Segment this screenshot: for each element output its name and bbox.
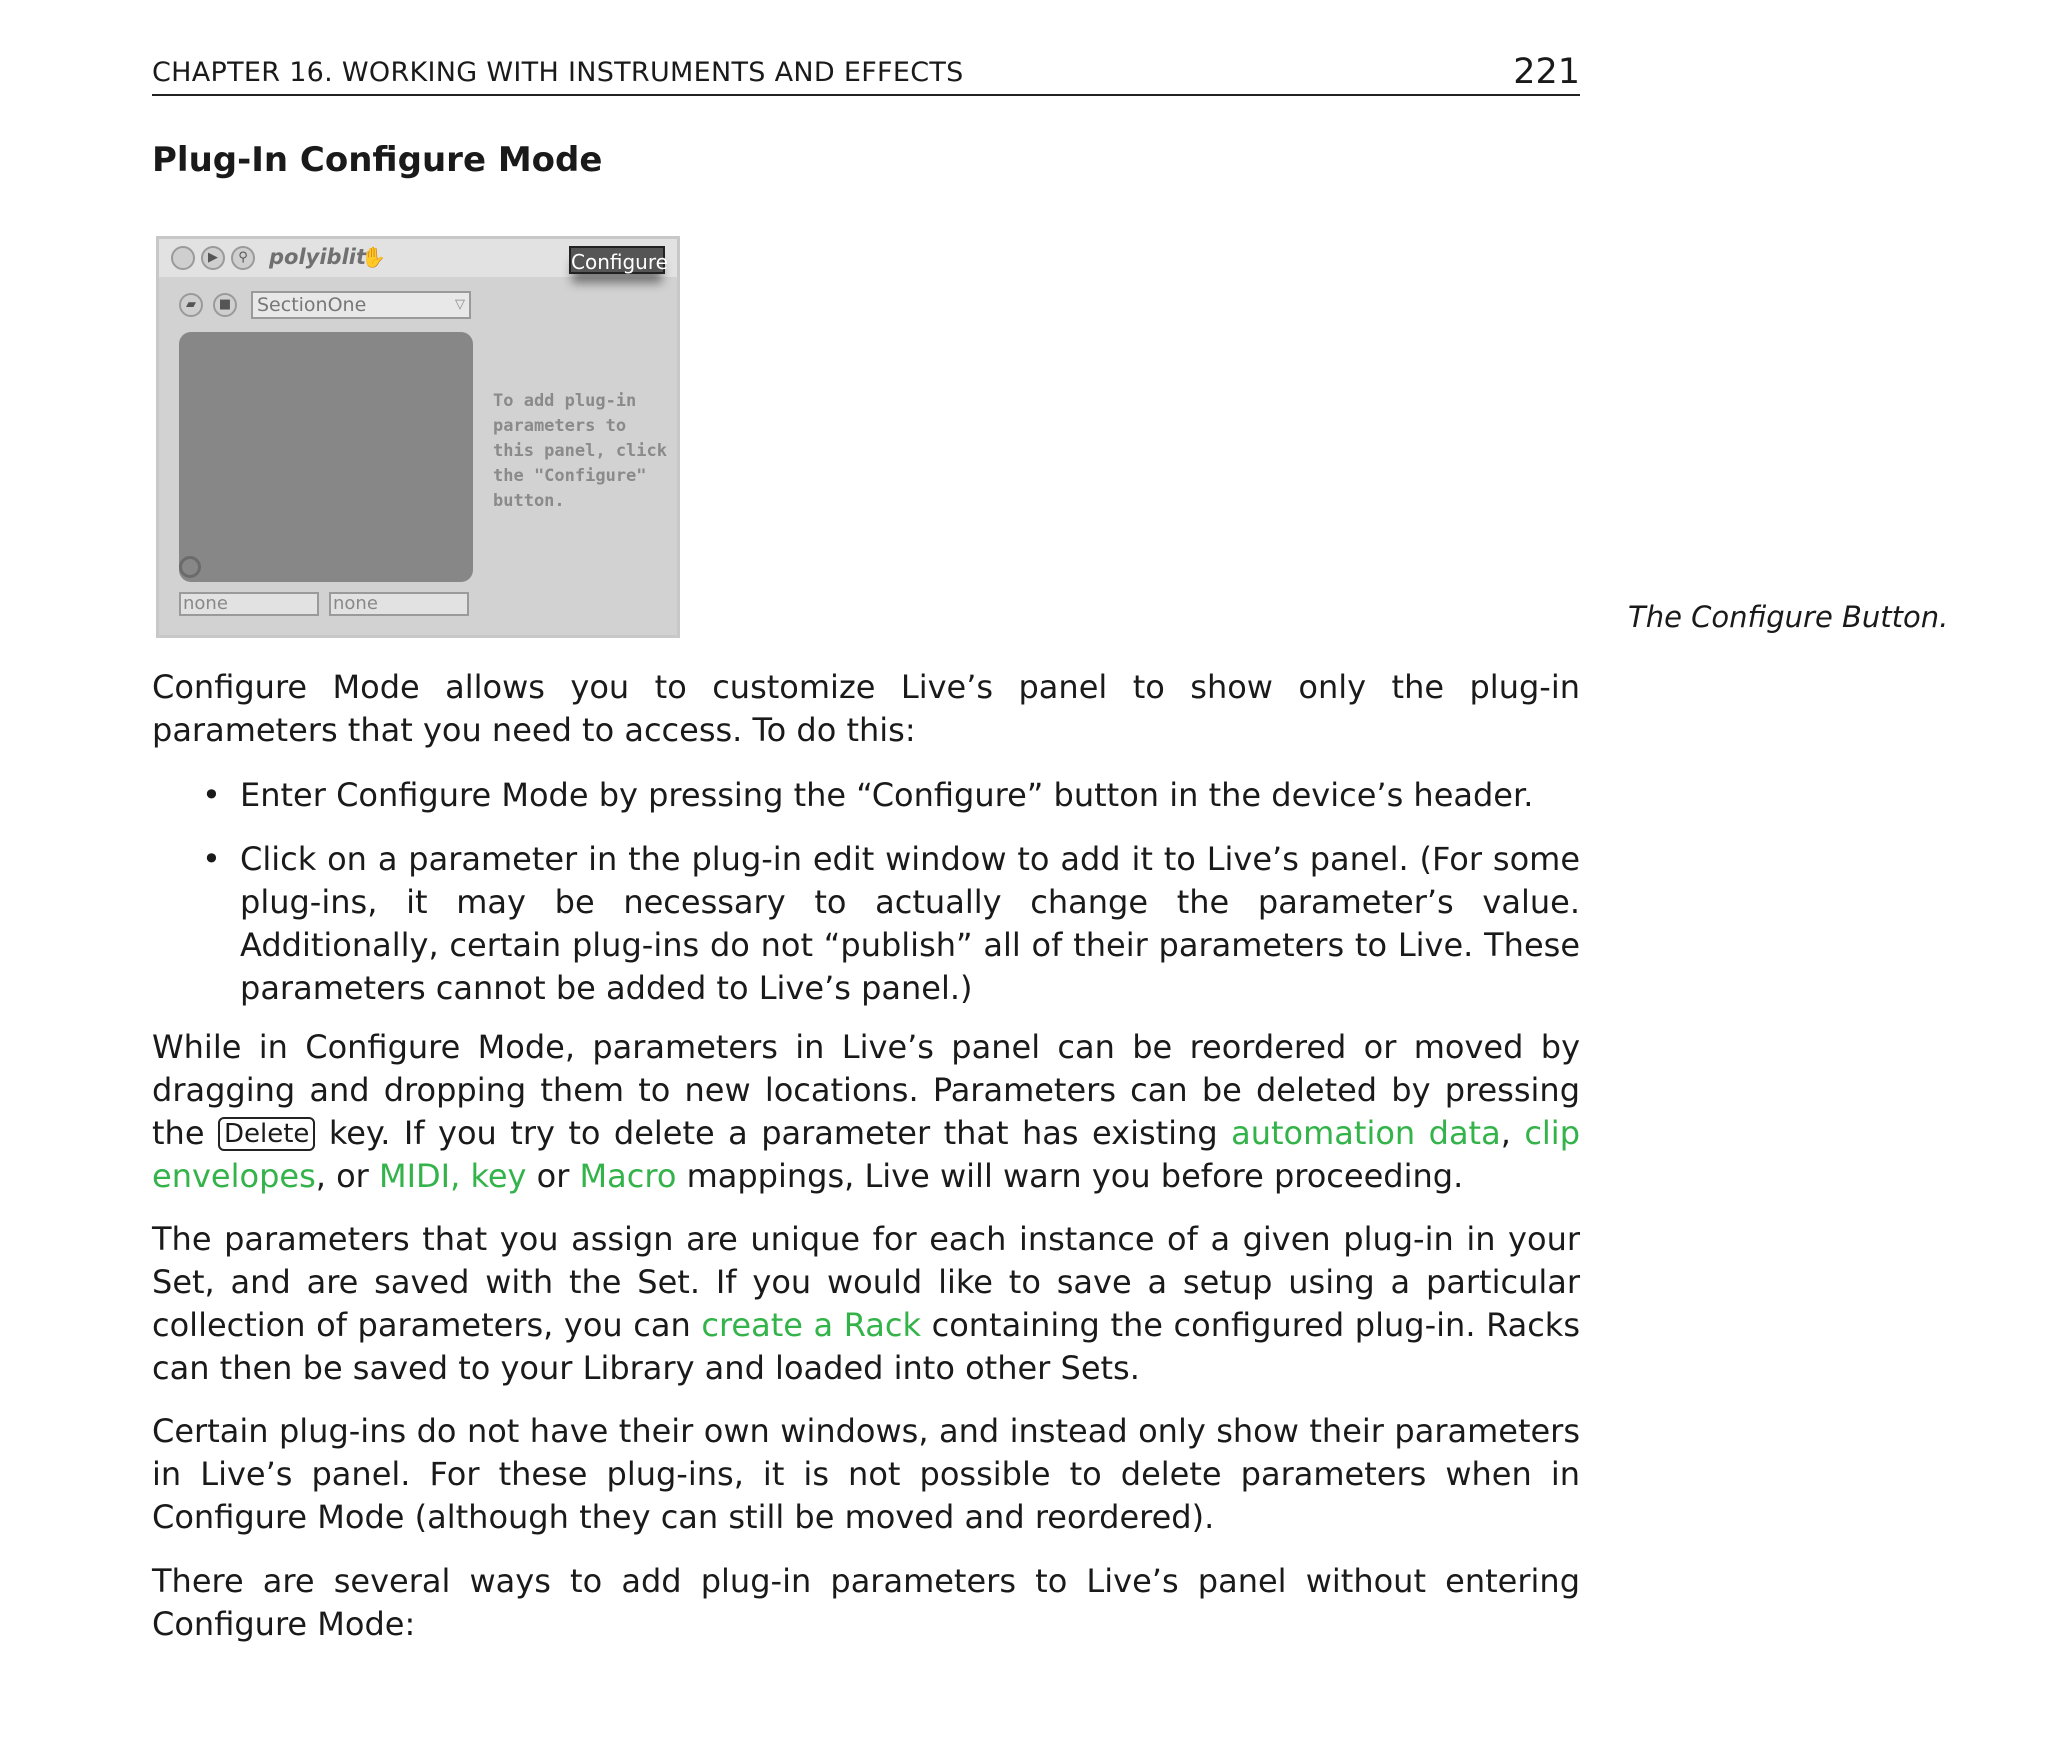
- device-title-bar: [159, 239, 677, 277]
- power-icon[interactable]: [171, 246, 195, 270]
- hint-line: button.: [493, 491, 565, 511]
- paragraph-configure-usage: [152, 1026, 1580, 1198]
- text-span: or: [526, 1157, 580, 1195]
- parameter-field-2[interactable]: none: [329, 592, 469, 616]
- midi-key-link[interactable]: MIDI, key: [378, 1157, 527, 1195]
- text-span: key. If you try to delete a parameter that has existing: [315, 1114, 1232, 1152]
- paragraph-other-ways: There are several ways to add plug-in parameters to Live’s panel without entering Configure Mode:: [152, 1562, 1580, 1643]
- plugin-device-figure: [156, 236, 680, 638]
- text-span: While in Configure Mode, parameters in Live’s panel can be reordered or moved by dragging and dropping them to new locations. Parameters can be deleted by pressing the: [152, 1028, 1580, 1152]
- automation-data-link[interactable]: automation data: [1231, 1114, 1501, 1152]
- paragraph-no-windows: Certain plug-ins do not have their own windows, and instead only show their parameters in Live’s panel. For these plug-ins, it is not possible to delete parameters when in Configure Mode (although they can still be moved and reordered).: [152, 1412, 1580, 1536]
- save-icon[interactable]: ■: [213, 293, 237, 317]
- parameter-field-1[interactable]: none: [179, 592, 319, 616]
- bullet-marker: •: [202, 776, 221, 814]
- xy-pad[interactable]: [179, 332, 473, 582]
- play-icon[interactable]: ▶: [201, 246, 225, 270]
- dropdown-arrow-icon: ▽: [455, 297, 465, 312]
- preset-select[interactable]: [251, 291, 471, 319]
- hint-line: the "Configure": [493, 466, 647, 486]
- delete-key: Delete: [218, 1117, 315, 1151]
- text-span: , or: [315, 1157, 379, 1195]
- macro-link[interactable]: Macro: [579, 1157, 677, 1195]
- chapter-title: CHAPTER 16. WORKING WITH INSTRUMENTS AND EFFECTS: [152, 57, 964, 88]
- page-number: 221: [1513, 52, 1580, 92]
- clip-envelopes-link[interactable]: clip envelopes: [152, 1114, 1580, 1195]
- text-span: ,: [1500, 1114, 1525, 1152]
- paragraph-parameters-saved: [152, 1218, 1580, 1390]
- section-title: Plug-In Configure Mode: [152, 140, 603, 180]
- create-rack-link[interactable]: create a Rack: [701, 1306, 922, 1344]
- wrench-icon[interactable]: ⚲: [231, 246, 255, 270]
- folder-icon[interactable]: ▰: [179, 293, 203, 317]
- list-item: Enter Configure Mode by pressing the “Configure” button in the device’s header.: [240, 776, 1534, 814]
- configure-button[interactable]: Configure: [569, 246, 665, 274]
- figure-caption: The Configure Button.: [1628, 600, 1949, 634]
- paragraph-intro: Configure Mode allows you to customize Live’s panel to show only the plug-in parameters that you need to access. To do this:: [152, 668, 1580, 749]
- hand-icon[interactable]: ✋: [361, 245, 386, 269]
- pad-handle[interactable]: [179, 556, 201, 578]
- text-span: The parameters that you assign are unique for each instance of a given plug-in in your Set, and are saved with the Set. If you would like to save a setup using a particular collection of parameters, you can: [152, 1220, 1580, 1344]
- device-name: polyiblit: [269, 245, 367, 269]
- hint-line: this panel, click: [493, 441, 667, 461]
- list-item: Click on a parameter in the plug-in edit window to add it to Live’s panel. (For some plug-ins, it may be necessary to actually change the parameter’s value. Additionally, certain plug-ins do not “publish” all of their parameters to Live. These parameters cannot be added to Live’s panel.): [240, 840, 1580, 1007]
- hint-line: To add plug-in: [493, 391, 637, 411]
- hint-line: parameters to: [493, 416, 627, 436]
- text-span: mappings, Live will warn you before proceeding.: [676, 1157, 1464, 1195]
- preset-name: SectionOne: [257, 294, 367, 316]
- configure-hint: [493, 389, 673, 514]
- text-span: containing the configured plug-in. Racks can then be saved to your Library and loaded into other Sets.: [152, 1306, 1581, 1387]
- page-header: [152, 48, 1580, 96]
- bullet-marker: •: [202, 840, 221, 878]
